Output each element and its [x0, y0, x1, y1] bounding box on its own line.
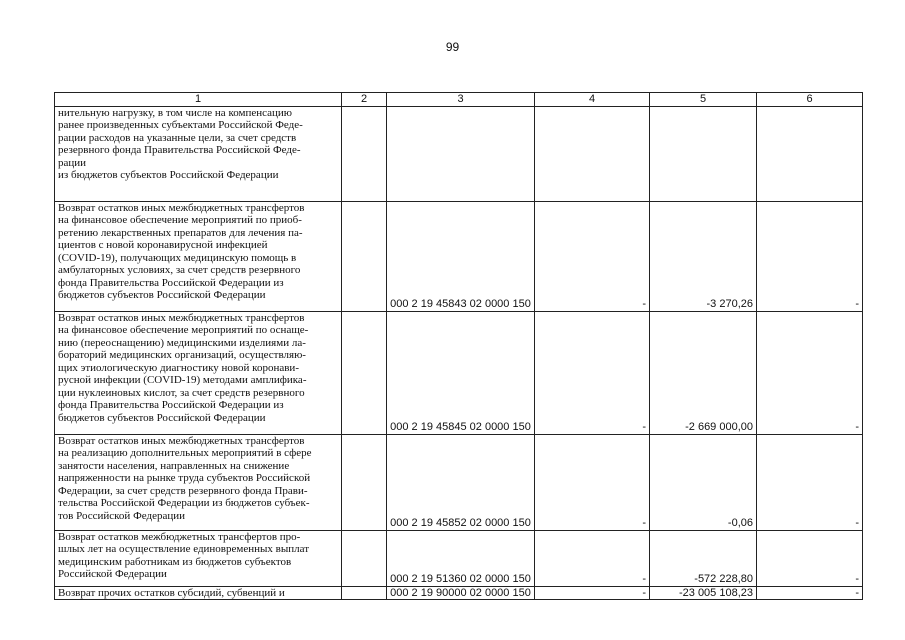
row-col6	[757, 106, 863, 201]
row-col6: -	[757, 311, 863, 434]
row-col4: -	[535, 311, 650, 434]
row-col4: -	[535, 530, 650, 586]
row-col2	[342, 530, 387, 586]
table-row	[55, 311, 863, 434]
row-amount	[650, 106, 757, 201]
row-amount: -2 669 000,00	[650, 311, 757, 434]
row-amount: -3 270,26	[650, 201, 757, 311]
row-amount: -572 228,80	[650, 530, 757, 586]
row-description: Возврат остатков межбюджетных трансфертов про- шлых лет на осуществление единовременных выплат медицинским работникам из бюджетов субъектов Российской Федерации	[55, 530, 342, 586]
budget-code: 000 2 19 45852 02 0000 150	[387, 434, 535, 530]
column-header: 1	[55, 93, 342, 107]
row-description: Возврат остатков иных межбюджетных трансфертов на реализацию дополнительных мероприятий в сфере занятости населения, направленных на снижение напряженности на рынке труда субъектов Российской Федерации, за счет средств резервного фонда Прави- тельства Российской Федерации из бюджетов субъек- тов Российской Федерации	[55, 434, 342, 530]
table-header-row	[55, 93, 863, 107]
table-row	[55, 530, 863, 586]
row-col2	[342, 434, 387, 530]
row-col4: -	[535, 201, 650, 311]
page-number: 99	[445, 40, 460, 54]
column-header: 6	[757, 93, 863, 107]
column-header: 2	[342, 93, 387, 107]
row-description: Возврат прочих остатков субсидий, субвенций и	[55, 586, 342, 600]
row-description: Возврат остатков иных межбюджетных трансфертов на финансовое обеспечение мероприятий по приоб- ретению лекарственных препаратов для лечения па- циентов с новой коронавирусной инфекцией (COVID-19), получающих медицинскую помощь в амбулаторных условиях, за счет средств резервного фонда Правительства Российской Федерации из бюджетов субъектов Российской Федерации	[55, 201, 342, 311]
table-row	[55, 201, 863, 311]
row-col6: -	[757, 586, 863, 600]
row-col2	[342, 311, 387, 434]
row-col6: -	[757, 530, 863, 586]
budget-code: 000 2 19 51360 02 0000 150	[387, 530, 535, 586]
budget-table	[54, 92, 863, 600]
table-row	[55, 434, 863, 530]
row-amount: -23 005 108,23	[650, 586, 757, 600]
budget-code: 000 2 19 45845 02 0000 150	[387, 311, 535, 434]
row-description: нительную нагрузку, в том числе на компенсацию ранее произведенных субъектами Российской Феде- рации расходов на указанные цели, за счет средств резервного фонда Правительства Российской Феде- рации из бюджетов субъектов Российской Федерации	[55, 106, 342, 201]
budget-code	[387, 106, 535, 201]
table-row	[55, 106, 863, 201]
row-col2	[342, 586, 387, 600]
column-header: 4	[535, 93, 650, 107]
row-col6: -	[757, 434, 863, 530]
row-col4: -	[535, 586, 650, 600]
row-col4: -	[535, 434, 650, 530]
row-description: Возврат остатков иных межбюджетных трансфертов на финансовое обеспечение мероприятий по оснаще- нию (переоснащению) медицинскими изделиями ла- бораторий медицинских организаций, осуществляю- щих этиологическую диагностику новой коронави- русной инфекции (COVID-19) методами амплифика- ции нуклеиновых кислот, за счет средств резервного фонда Правительства Российской Федерации из бюджетов субъектов Российской Федерации	[55, 311, 342, 434]
row-amount: -0,06	[650, 434, 757, 530]
row-col2	[342, 201, 387, 311]
column-header: 5	[650, 93, 757, 107]
table-row	[55, 586, 863, 600]
budget-code: 000 2 19 45843 02 0000 150	[387, 201, 535, 311]
row-col4	[535, 106, 650, 201]
row-col2	[342, 106, 387, 201]
budget-code: 000 2 19 90000 02 0000 150	[387, 586, 535, 600]
row-col6: -	[757, 201, 863, 311]
column-header: 3	[387, 93, 535, 107]
